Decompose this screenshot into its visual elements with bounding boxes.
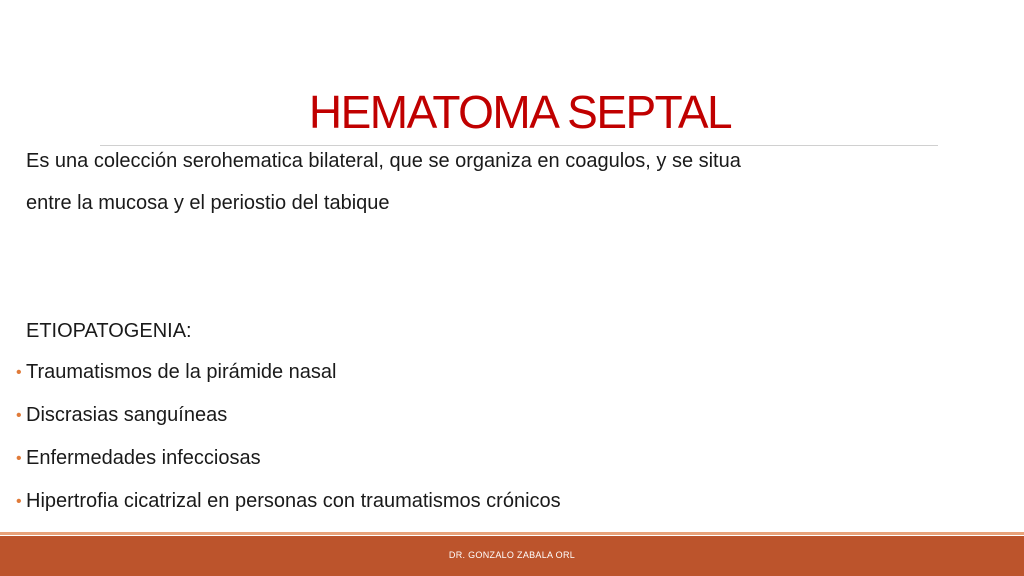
list-item-text: Hipertrofia cicatrizal en personas con traumatismos crónicos: [26, 490, 561, 512]
list-item-text: Traumatismos de la pirámide nasal: [26, 361, 337, 383]
list-item: [16, 437, 561, 480]
list-item-text: Enfermedades infecciosas: [26, 447, 261, 469]
bullet-icon: •: [16, 493, 22, 510]
intro-paragraph: [26, 140, 986, 224]
list-item-text: Discrasias sanguíneas: [26, 404, 228, 426]
list-item: [16, 480, 561, 523]
bullet-list: [16, 351, 561, 523]
intro-line-1: Es una colección serohematica bilateral, que se organiza en coagulos, y se situa: [26, 150, 741, 172]
bullet-icon: •: [16, 407, 22, 424]
bullet-icon: •: [16, 364, 22, 381]
list-item: [16, 394, 561, 437]
intro-line-2: entre la mucosa y el periostio del tabique: [26, 192, 390, 214]
bullet-icon: •: [16, 450, 22, 467]
slide-title: HEMATOMA SEPTAL: [308, 86, 732, 138]
footer-bar: [0, 536, 1024, 576]
list-item: [16, 351, 561, 394]
footer-accent-line: [0, 532, 1024, 535]
section-heading: ETIOPATOGENIA:: [26, 320, 192, 342]
footer-text: DR. GONZALO ZABALA ORL: [448, 550, 576, 560]
